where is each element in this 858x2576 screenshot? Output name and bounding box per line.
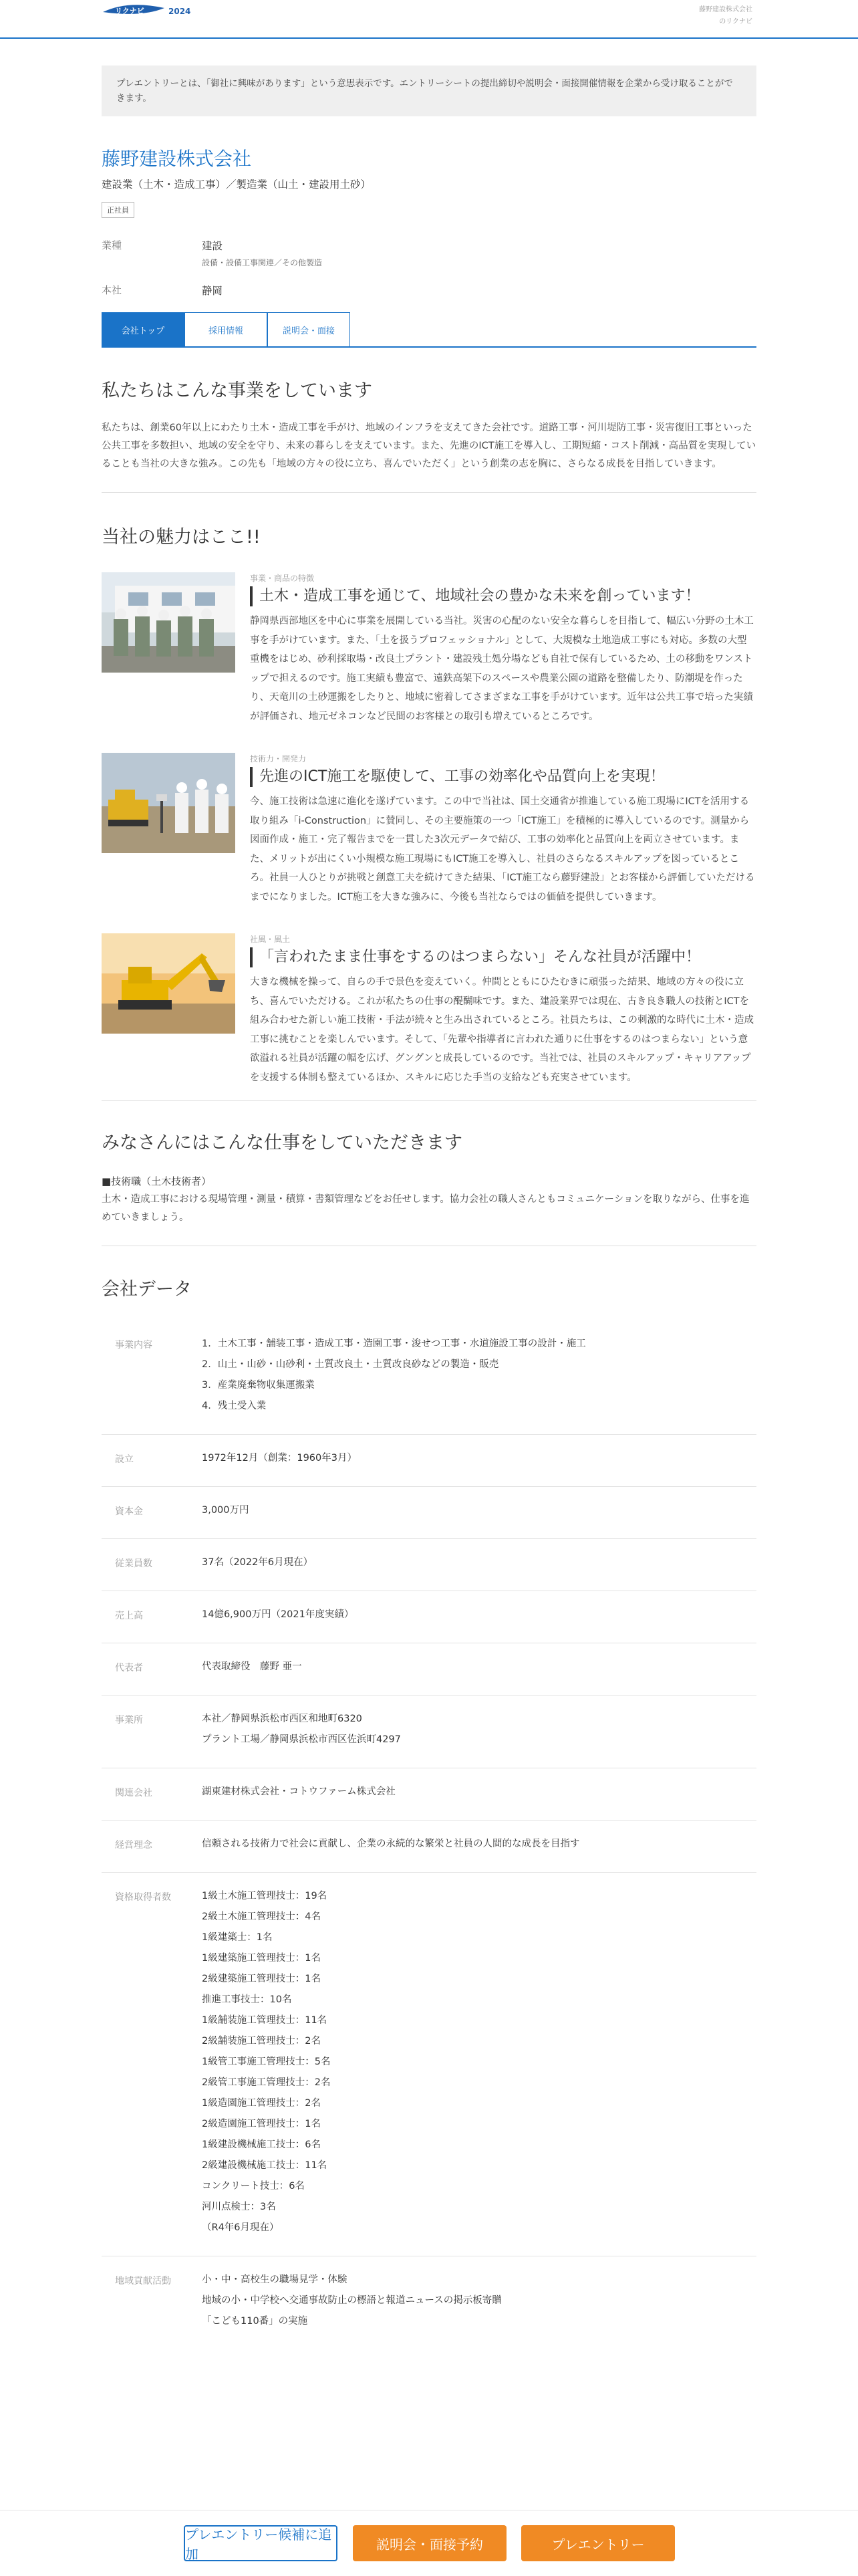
data-line: 推進工事技士：10名 [202, 1994, 292, 2005]
data-label: 設立 [115, 1454, 134, 1465]
rikunabi-logo[interactable] [102, 3, 190, 20]
main-content [102, 39, 756, 2349]
data-row [102, 1768, 756, 1821]
info-label: 本社 [102, 284, 122, 296]
bottom-action-bar [0, 2510, 858, 2576]
data-row [102, 1591, 756, 1643]
divider [102, 492, 756, 493]
header-company-suffix: のリクナビ [719, 18, 752, 25]
data-line: 1級造園施工管理技士：2名 [202, 2098, 321, 2109]
data-row [102, 1643, 756, 1695]
info-row-hq [102, 283, 756, 298]
info-row-industry [102, 238, 756, 268]
info-sub: 設備・設備工事関連／その他製造 [202, 258, 323, 267]
company-name: 藤野建設株式会社 [102, 148, 252, 170]
header-company-name: 藤野建設株式会社 [699, 6, 752, 13]
data-row [102, 1695, 756, 1768]
data-row [102, 2256, 756, 2349]
data-row [102, 1821, 756, 1873]
logo-year: 2024 [168, 7, 191, 16]
appeal-category: 事業・商品の特徴 [250, 574, 315, 583]
data-line: 信頼される技術力で社会に貢献し、企業の永続的な繁栄と社員の人間的な成長を目指す [202, 1839, 580, 1849]
appeal-item [102, 933, 756, 1087]
divider [102, 1100, 756, 1101]
data-row [102, 1487, 756, 1539]
data-line: 2級管工事施工管理技士：2名 [202, 2077, 331, 2088]
data-line: 3．産業廃棄物収集運搬業 [202, 1380, 315, 1391]
company-data-table [102, 1320, 756, 2349]
svg-text:リクナビ: リクナビ [115, 7, 144, 15]
data-value [202, 1886, 330, 2238]
data-value [202, 1782, 396, 1802]
data-label: 売上高 [115, 1611, 143, 1621]
data-line: 1972年12月（創業：1960年3月） [202, 1453, 357, 1463]
data-line: 2級造園施工管理技士：1名 [202, 2119, 321, 2129]
data-label: 資本金 [115, 1506, 143, 1517]
excavator-photo [102, 933, 235, 1034]
data-line: 2級土木施工管理技士：4名 [202, 1911, 321, 1922]
data-line: 2．山土・山砂・山砂利・土質改良土・土質改良砂などの製造・販売 [202, 1359, 499, 1370]
company-industry: 建設業（土木・造成工事）／製造業（山土・建設用土砂） [102, 179, 372, 191]
info-label: 業種 [102, 239, 122, 251]
data-value [202, 1657, 302, 1677]
data-value [202, 1834, 580, 1855]
seminar-reservation-button[interactable]: 説明会・面接予約 [353, 2525, 507, 2561]
appeal-category: 技術力・開発力 [250, 754, 307, 764]
data-line: 2級建設機械施工技士：11名 [202, 2160, 327, 2171]
job-type: ■技術職（土木技術者） [102, 1175, 212, 1187]
data-line: 代表取締役 藤野 亜一 [202, 1661, 302, 1672]
data-line: 2級舗装施工管理技士：2名 [202, 2036, 321, 2046]
data-value [202, 1334, 586, 1417]
data-label: 事業内容 [115, 1340, 152, 1351]
data-row [102, 1873, 756, 2256]
appeal-item [102, 572, 756, 726]
data-value [202, 1709, 401, 1750]
data-line: 1級管工事施工管理技士：5名 [202, 2057, 331, 2067]
data-line: 湖東建材株式会社・コトウファーム株式会社 [202, 1786, 396, 1797]
data-line: 2級建築施工管理技士：1名 [202, 1974, 321, 1984]
business-title: 私たちはこんな事業をしています [102, 380, 372, 401]
appeal-heading: 土木・造成工事を通じて、地域社会の豊かな未来を創っています！ [250, 586, 756, 606]
data-row [102, 1435, 756, 1487]
pre-entry-notice: プレエントリーとは、「御社に興味があります」という意思表示です。エントリーシートの提出締切や説明会・面接開催情報を企業から受け取ることができます。 [102, 66, 756, 116]
data-line: 1級建築施工管理技士：1名 [202, 1953, 321, 1964]
appeal-heading: 「言われたまま仕事をするのはつまらない」そんな社員が活躍中！ [250, 947, 756, 967]
data-label: 経営理念 [115, 1840, 152, 1851]
data-line: 14億6,900万円（2021年度実績） [202, 1609, 354, 1620]
appeal-heading: 先進のICT施工を駆使して、工事の効率化や品質向上を実現！ [250, 767, 756, 787]
business-text: 私たちは、創業60年以上にわたり土木・造成工事を手がけ、地域のインフラを支えてきた会社です。道路工事・河川堤防工事・災害復旧工事といった公共工事を多数担い、地域の安全を守り、未来の暮らしを支えています。また、先進のICT施工を導入し、工期短縮・コスト削減・高品質を実現していることも当社の大きな強み。この先も「地域の方々の役に立ち、喜んでいただく」という創業の志を胸に、さらなる成長を目指していきます。 [102, 423, 756, 469]
data-label: 資格取得者数 [115, 1892, 171, 1903]
workers-photo [102, 572, 235, 673]
data-line: 「こども110番」の実施 [202, 2316, 308, 2327]
jobs-title: みなさんにはこんな仕事をしていただきます [102, 1133, 462, 1153]
data-value [202, 1500, 249, 1521]
data-value [202, 1605, 353, 1625]
rikunabi-logo-icon [102, 3, 166, 20]
data-line: 1．土木工事・舗装工事・造成工事・造園工事・浚せつ工事・水道施設工事の設計・施工 [202, 1338, 586, 1349]
data-line: 3,000万円 [202, 1505, 249, 1516]
data-value [202, 1448, 357, 1469]
employment-badge: 正社員 [102, 202, 134, 218]
data-value [202, 2270, 502, 2332]
info-value: 静岡 [202, 285, 223, 297]
appeal-title: 当社の魅力はここ!! [102, 527, 261, 548]
company-data-title: 会社データ [102, 1279, 192, 1300]
data-line: （R4年6月現在） [202, 2222, 279, 2233]
site-header [0, 0, 858, 39]
data-line: 1級舗装施工管理技士：11名 [202, 2015, 327, 2026]
ict-survey-photo [102, 753, 235, 853]
tab-seminar[interactable]: 説明会・面接 [267, 312, 350, 346]
data-label: 代表者 [115, 1663, 143, 1673]
data-label: 関連会社 [115, 1788, 152, 1798]
tab-company-top[interactable]: 会社トップ [102, 312, 184, 346]
data-label: 地域貢献活動 [115, 2276, 171, 2287]
appeal-text: 大きな機械を操って、自らの手で景色を変えていく。仲間とともにひたむきに頑張った結果、地域の方々の役に立ち、喜んでいただける。これが私たちの仕事の醍醐味です。また、建設業界では現在、古き良き職人の技術とICTを組み合わせた新しい施工技術・手法が続々と生み出されているところ。社員たちは、この刺激的な時代に土木・造成工事に挑むことを楽しんでいます。そして、「先輩や指導者に言われた通りに仕事をするのはつまらない」という意欲溢れる社員が活躍の幅を広げ、グングンと成長しているのです。当社では、社員のスキルアップ・キャリアアップを支援する体制も整えているほか、スキルに応じた手当の支給なども充実させています。 [250, 977, 754, 1083]
data-line: 本社／静岡県浜松市西区和地町6320 [202, 1714, 362, 1724]
data-line: 小・中・高校生の職場見学・体験 [202, 2274, 347, 2285]
data-line: 4．残土受入業 [202, 1401, 267, 1411]
data-row [102, 1539, 756, 1591]
data-line: 河川点検士：3名 [202, 2202, 276, 2212]
data-label: 事業所 [115, 1715, 143, 1726]
add-to-candidates-button[interactable]: プレエントリー候補に追加 [184, 2525, 337, 2561]
data-label: 従業員数 [115, 1558, 152, 1569]
header-company-link[interactable] [699, 4, 752, 28]
data-line: プラント工場／静岡県浜松市西区佐浜町4297 [202, 1734, 401, 1745]
tab-recruitment[interactable]: 採用情報 [184, 312, 267, 346]
data-value [202, 1552, 313, 1573]
appeal-item [102, 753, 756, 907]
appeal-text: 静岡県西部地区を中心に事業を展開している当社。災害の心配のない安全な暮らしを目指して、幅広い分野の土木工事を手がけています。また、「土を扱うプロフェッショナル」として、大規模な土地造成工事にも対応。多数の大型重機をはじめ、砂利採取場・改良土プラント・建設残土処分場なども自社で保有しているため、土の移動をワンストップで担えるのです。施工実績も豊富で、遠鉄高架下のスペースや農業公園の道路を整備したり、防潮堤を作ったり、天竜川の土砂運搬をしたりと、地域に密着してさまざまな工事を手がけています。近年は公共工事で培った実績が評価され、地元ゼネコンなど民間のお客様との取引も増えているところです。 [250, 616, 754, 722]
data-line: 1級建築士：1名 [202, 1932, 273, 1943]
appeal-text: 今、施工技術は急速に進化を遂げています。この中で当社は、国土交通省が推進している施工現場にICTを活用する取り組み「i-Construction」に賛同し、その主要施策の一つ「ICT施工」を積極的に導入しているのです。測量から図面作成・施工・完了報告までを一貫した3次元データで結び、工事の効率化と品質向上を両立させています。また、メリットが出にくい小規模な施工現場にもICT施工を導入し、社員のさらなるスキルアップを図っているところ。社員一人ひとりが挑戦と創意工夫を続けてきた結果、「ICT施工なら藤野建設」とお客様から評価していただけるまでになりました。ICT施工を大きな強みに、今後も当社ならではの価値を提供していきます。 [250, 796, 755, 903]
company-info [102, 238, 756, 298]
data-line: 1級建設機械施工技士：6名 [202, 2139, 321, 2150]
info-value: 建設 [202, 240, 223, 252]
jobs-text: 土木・造成工事における現場管理・測量・積算・書類管理などをお任せします。協力会社の職人さんともコミュニケーションを取りながら、仕事を進めていきましょう。 [102, 1194, 750, 1223]
appeal-category: 社風・風土 [250, 935, 291, 944]
data-line: 37名（2022年6月現在） [202, 1557, 313, 1568]
data-row [102, 1320, 756, 1435]
data-line: コンクリート技士：6名 [202, 2181, 305, 2192]
data-line: 地域の小・中学校へ交通事故防止の標語と報道ニュースの掲示板寄贈 [202, 2295, 502, 2306]
data-line: 1級土木施工管理技士：19名 [202, 1891, 327, 1901]
pre-entry-button[interactable]: プレエントリー [521, 2525, 675, 2561]
company-tabs [102, 312, 756, 348]
